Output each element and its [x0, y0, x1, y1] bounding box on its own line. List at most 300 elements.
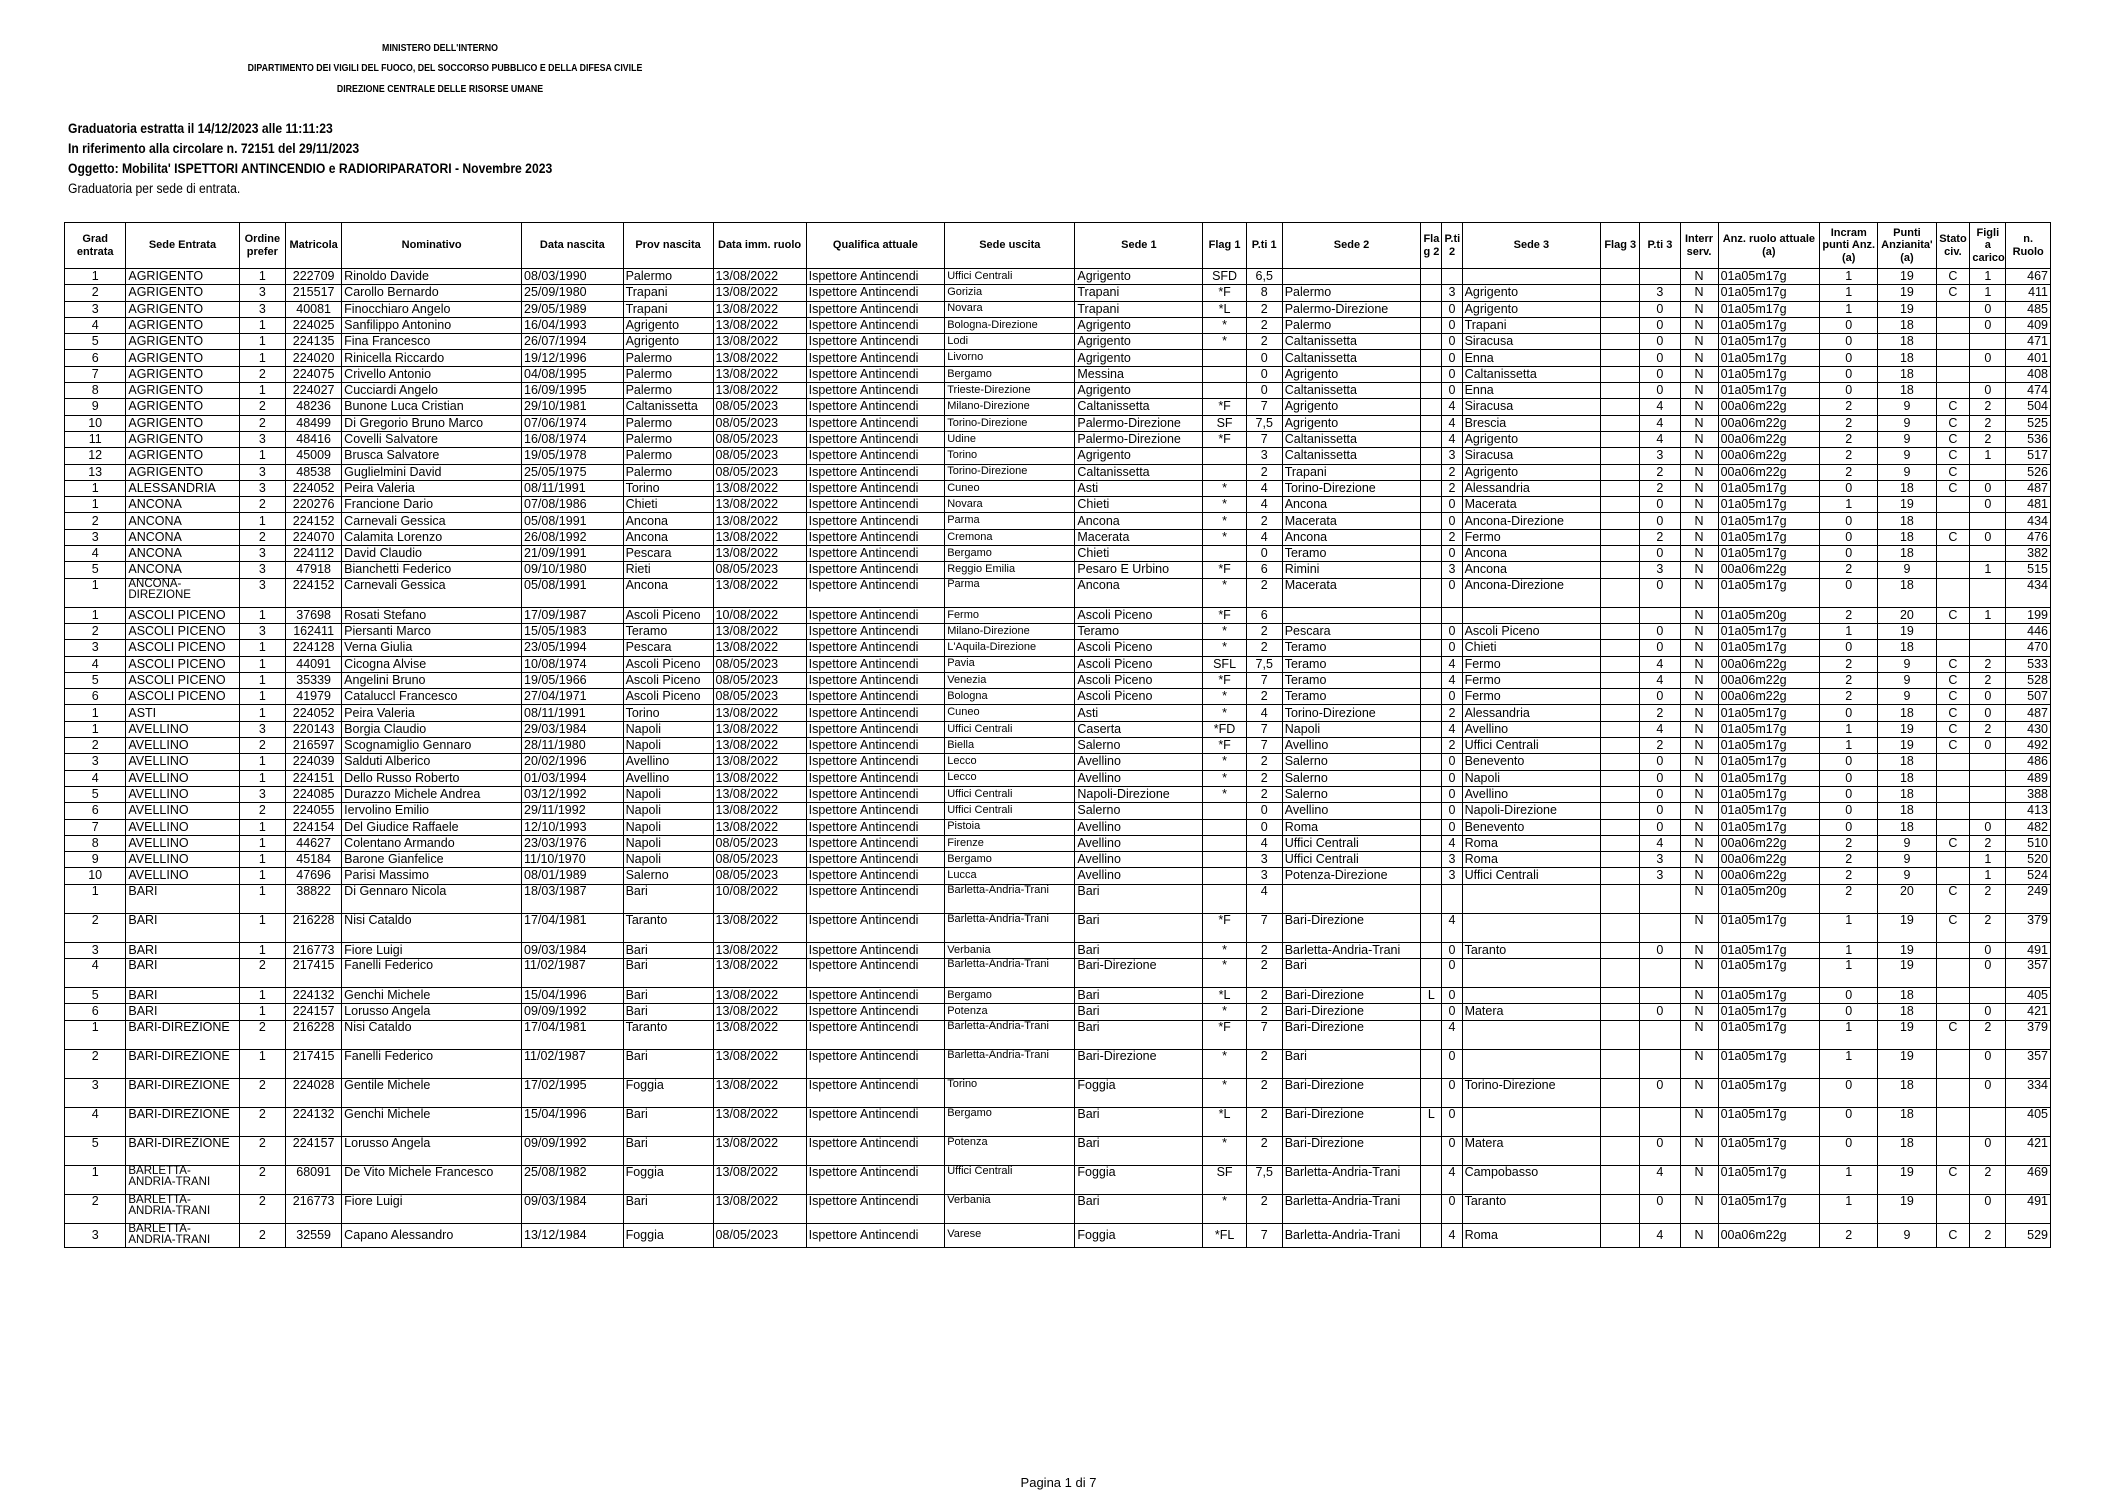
table-cell: 388 — [2006, 786, 2051, 802]
table-cell: Palermo — [623, 350, 713, 366]
table-cell — [1640, 1049, 1680, 1078]
table-row — [65, 607, 2051, 623]
table-row — [65, 497, 2051, 513]
table-cell: 3 — [1246, 868, 1282, 884]
table-cell — [1601, 1194, 1640, 1223]
table-cell: 0 — [1820, 1107, 1878, 1136]
table-cell: 470 — [2006, 640, 2051, 656]
table-cell: 09/09/1992 — [522, 1004, 624, 1020]
table-cell: Livorno — [945, 350, 1075, 366]
table-cell: Teramo — [1282, 546, 1421, 562]
table-cell: 2 — [1820, 399, 1878, 415]
table-cell: 3 — [239, 464, 286, 480]
table-cell: 0 — [1970, 1194, 2006, 1223]
table-cell — [1462, 958, 1601, 987]
table-cell — [1601, 497, 1640, 513]
table-cell: 0 — [1442, 578, 1462, 607]
table-cell: 3 — [65, 942, 126, 958]
table-cell — [1601, 285, 1640, 301]
table-cell: BARI-DIREZIONE — [126, 1049, 239, 1078]
table-cell: 7 — [1246, 431, 1282, 447]
table-cell: Ascoli Piceno — [1075, 656, 1203, 672]
table-cell: 1 — [239, 640, 286, 656]
table-cell: N — [1680, 1078, 1718, 1107]
table-cell: 13/08/2022 — [713, 497, 806, 513]
table-cell: 481 — [2006, 497, 2051, 513]
table-cell: 35339 — [286, 672, 342, 688]
table-cell: 0 — [1442, 334, 1462, 350]
table-cell: 01a05m17g — [1718, 334, 1820, 350]
table-cell: Ascoli Piceno — [623, 689, 713, 705]
table-cell: 9 — [65, 399, 126, 415]
table-cell: 13/08/2022 — [713, 1194, 806, 1223]
table-cell: Napoli-Direzione — [1075, 786, 1203, 802]
table-cell: 1 — [239, 350, 286, 366]
table-cell: C — [1936, 705, 1970, 721]
table-cell: 2 — [1970, 399, 2006, 415]
table-cell — [1601, 415, 1640, 431]
table-cell — [1421, 705, 1442, 721]
table-cell — [1421, 497, 1442, 513]
table-cell: 01a05m17g — [1718, 1165, 1820, 1194]
table-cell: 19 — [1878, 301, 1936, 317]
table-cell: Palermo-Direzione — [1075, 431, 1203, 447]
table-cell: 0 — [1442, 786, 1462, 802]
table-cell: N — [1680, 656, 1718, 672]
table-cell: Carnevali Gessica — [342, 513, 522, 529]
table-cell: 1 — [1820, 1165, 1878, 1194]
table-cell: 4 — [1442, 1020, 1462, 1049]
table-cell — [1601, 958, 1640, 987]
table-cell: C — [1936, 656, 1970, 672]
table-cell: 18/03/1987 — [522, 884, 624, 913]
table-cell: Chieti — [1462, 640, 1601, 656]
table-cell: 491 — [2006, 942, 2051, 958]
table-cell: N — [1680, 399, 1718, 415]
table-cell: Uffici Centrali — [1462, 868, 1601, 884]
table-cell: 529 — [2006, 1223, 2051, 1247]
table-cell: Ispettore Antincendi — [806, 958, 945, 987]
column-header: Data imm. ruolo — [713, 223, 806, 269]
table-cell: Bari — [623, 884, 713, 913]
column-header: Figli a carico — [1970, 223, 2006, 269]
table-cell: 224028 — [286, 1078, 342, 1107]
table-cell: 2 — [1246, 786, 1282, 802]
table-cell: Venezia — [945, 672, 1075, 688]
table-cell: 224151 — [286, 770, 342, 786]
table-cell: 2 — [1442, 705, 1462, 721]
table-cell: 3 — [1442, 562, 1462, 578]
table-row — [65, 1078, 2051, 1107]
table-cell: Bari — [623, 942, 713, 958]
table-cell: N — [1680, 546, 1718, 562]
table-cell — [1936, 786, 1970, 802]
table-cell: Siracusa — [1462, 399, 1601, 415]
table-cell — [1421, 672, 1442, 688]
table-cell: 00a06m22g — [1718, 464, 1820, 480]
table-cell — [1203, 383, 1246, 399]
table-cell — [1970, 987, 2006, 1003]
table-cell: 528 — [2006, 672, 2051, 688]
table-cell: Taranto — [1462, 1194, 1601, 1223]
table-cell: Lorusso Angela — [342, 1136, 522, 1165]
table-cell: 07/08/1986 — [522, 497, 624, 513]
table-cell — [1601, 562, 1640, 578]
table-cell: 0 — [1820, 578, 1878, 607]
table-cell: ANCONA — [126, 513, 239, 529]
table-cell: 3 — [239, 721, 286, 737]
table-cell: 4 — [1640, 672, 1680, 688]
table-cell: 0 — [1640, 689, 1680, 705]
table-cell: Sanfilippo Antonino — [342, 317, 522, 333]
table-cell — [1601, 399, 1640, 415]
table-cell: Bari — [1282, 1049, 1421, 1078]
table-cell: 0 — [1442, 497, 1462, 513]
table-cell: 3 — [1640, 448, 1680, 464]
table-cell: 13/08/2022 — [713, 770, 806, 786]
table-cell — [1421, 689, 1442, 705]
table-cell: 18 — [1878, 529, 1936, 545]
table-cell: 3 — [1442, 868, 1462, 884]
table-cell: N — [1680, 884, 1718, 913]
table-cell: Ispettore Antincendi — [806, 480, 945, 496]
table-cell: Avellino — [1075, 852, 1203, 868]
table-cell: 2 — [1246, 578, 1282, 607]
table-cell: Barletta-Andria-Trani — [1282, 942, 1421, 958]
table-row — [65, 285, 2051, 301]
table-cell: Taranto — [623, 913, 713, 942]
table-cell: Ispettore Antincendi — [806, 770, 945, 786]
table-cell: 0 — [1442, 958, 1462, 987]
table-cell: 0 — [1442, 770, 1462, 786]
table-cell: Genchi Michele — [342, 1107, 522, 1136]
table-cell: ASCOLI PICENO — [126, 672, 239, 688]
table-cell — [1970, 334, 2006, 350]
table-cell: 13/08/2022 — [713, 987, 806, 1003]
table-cell: 15/04/1996 — [522, 1107, 624, 1136]
table-cell: 13/08/2022 — [713, 578, 806, 607]
table-cell: Ispettore Antincendi — [806, 1165, 945, 1194]
table-cell — [1936, 640, 1970, 656]
table-cell: AGRIGENTO — [126, 285, 239, 301]
table-cell: N — [1680, 623, 1718, 639]
table-cell — [1970, 623, 2006, 639]
table-cell: 224020 — [286, 350, 342, 366]
table-row — [65, 366, 2051, 382]
table-cell: 13/08/2022 — [713, 1049, 806, 1078]
table-cell: 3 — [65, 301, 126, 317]
table-cell: Trapani — [1075, 285, 1203, 301]
table-cell — [1601, 623, 1640, 639]
table-cell: Barletta-Andria-Trani — [945, 958, 1075, 987]
table-cell — [1203, 835, 1246, 851]
table-cell: 0 — [1970, 1004, 2006, 1020]
table-cell: 18 — [1878, 770, 1936, 786]
table-cell: 4 — [1442, 835, 1462, 851]
table-cell: 0 — [1970, 958, 2006, 987]
table-cell: 10 — [65, 868, 126, 884]
table-cell: BARI — [126, 884, 239, 913]
table-cell — [1936, 754, 1970, 770]
table-row — [65, 1223, 2051, 1247]
table-cell: Agrigento — [623, 317, 713, 333]
table-cell: N — [1680, 415, 1718, 431]
table-cell: C — [1936, 1223, 1970, 1247]
table-cell: 11 — [65, 431, 126, 447]
table-cell — [1203, 464, 1246, 480]
table-row — [65, 578, 2051, 607]
table-cell: 224132 — [286, 987, 342, 1003]
table-cell — [1421, 721, 1442, 737]
table-cell: 0 — [1820, 350, 1878, 366]
table-cell: 2 — [1970, 431, 2006, 447]
table-cell: 0 — [1820, 546, 1878, 562]
table-cell — [1421, 623, 1442, 639]
table-cell: 47918 — [286, 562, 342, 578]
table-cell: Rimini — [1282, 562, 1421, 578]
column-header: Stato civ. — [1936, 223, 1970, 269]
table-cell: Brescia — [1462, 415, 1601, 431]
table-cell: Siracusa — [1462, 448, 1601, 464]
table-cell: 13/08/2022 — [713, 350, 806, 366]
table-cell: 2 — [1970, 672, 2006, 688]
table-cell: 405 — [2006, 1107, 2051, 1136]
table-cell: N — [1680, 958, 1718, 987]
table-cell: N — [1680, 738, 1718, 754]
table-cell — [1970, 770, 2006, 786]
table-cell: Foggia — [1075, 1078, 1203, 1107]
table-cell — [1936, 1078, 1970, 1107]
table-cell: 18 — [1878, 480, 1936, 496]
table-cell: 13/08/2022 — [713, 640, 806, 656]
table-cell — [1421, 529, 1442, 545]
table-cell: 4 — [1442, 672, 1462, 688]
table-cell: 2 — [1970, 913, 2006, 942]
table-row — [65, 269, 2051, 285]
table-cell: * — [1203, 1049, 1246, 1078]
table-cell: 48538 — [286, 464, 342, 480]
table-cell: Ispettore Antincendi — [806, 1049, 945, 1078]
table-cell: Bari-Direzione — [1282, 987, 1421, 1003]
table-cell: 01a05m17g — [1718, 819, 1820, 835]
table-cell — [1601, 350, 1640, 366]
table-cell: Agrigento — [1282, 366, 1421, 382]
table-cell: 0 — [1640, 1078, 1680, 1107]
table-cell: 13/08/2022 — [713, 529, 806, 545]
table-cell: 446 — [2006, 623, 2051, 639]
column-header: Sede 3 — [1462, 223, 1601, 269]
table-cell: 01a05m17g — [1718, 803, 1820, 819]
table-cell: Caltanissetta — [1075, 399, 1203, 415]
table-cell: Novara — [945, 301, 1075, 317]
table-cell: 1 — [65, 705, 126, 721]
table-cell: 2 — [65, 513, 126, 529]
table-cell: 3 — [1640, 562, 1680, 578]
table-cell: 09/03/1984 — [522, 1194, 624, 1223]
table-cell: 0 — [1246, 366, 1282, 382]
table-cell: Bari — [623, 958, 713, 987]
table-cell: Varese — [945, 1223, 1075, 1247]
table-cell: Capano Alessandro — [342, 1223, 522, 1247]
table-cell: 13/12/1984 — [522, 1223, 624, 1247]
table-cell: Napoli — [623, 835, 713, 851]
table-cell: 486 — [2006, 754, 2051, 770]
table-cell: 220276 — [286, 497, 342, 513]
table-cell: 6 — [65, 689, 126, 705]
table-cell: 224052 — [286, 480, 342, 496]
table-cell: 1 — [1970, 852, 2006, 868]
table-cell: 01a05m17g — [1718, 942, 1820, 958]
table-cell: BARI-DIREZIONE — [126, 1107, 239, 1136]
table-cell — [1601, 942, 1640, 958]
table-cell: 9 — [1878, 656, 1936, 672]
table-cell: Ispettore Antincendi — [806, 1107, 945, 1136]
table-cell: 18 — [1878, 819, 1936, 835]
table-cell: Lodi — [945, 334, 1075, 350]
table-cell: 3 — [239, 431, 286, 447]
table-cell: 2 — [1246, 958, 1282, 987]
table-cell: Barletta-Andria-Trani — [1282, 1223, 1421, 1247]
table-cell: 2 — [1442, 529, 1462, 545]
table-cell: 25/09/1980 — [522, 285, 624, 301]
table-cell: 7 — [1246, 1020, 1282, 1049]
table-cell — [1601, 1049, 1640, 1078]
table-cell: Ancona — [1282, 497, 1421, 513]
table-cell: 0 — [1442, 987, 1462, 1003]
table-cell: Teramo — [1282, 656, 1421, 672]
table-cell: N — [1680, 689, 1718, 705]
table-cell: Trapani — [1462, 317, 1601, 333]
table-cell: Ispettore Antincendi — [806, 350, 945, 366]
table-cell: 4 — [1442, 913, 1462, 942]
table-cell: Ascoli Piceno — [623, 607, 713, 623]
table-cell: C — [1936, 672, 1970, 688]
table-cell: 0 — [1820, 819, 1878, 835]
table-cell: 430 — [2006, 721, 2051, 737]
table-cell: Bergamo — [945, 1107, 1075, 1136]
table-cell: 2 — [1820, 672, 1878, 688]
table-cell: 1 — [1820, 738, 1878, 754]
table-cell: 2 — [1820, 689, 1878, 705]
table-cell: 1 — [239, 1049, 286, 1078]
column-header: Incram punti Anz.(a) — [1820, 223, 1878, 269]
table-cell: Bari — [623, 1194, 713, 1223]
table-cell: 0 — [1970, 301, 2006, 317]
table-cell: 2 — [65, 1194, 126, 1223]
table-cell: 1 — [65, 721, 126, 737]
table-cell: 18 — [1878, 987, 1936, 1003]
table-cell — [1601, 884, 1640, 913]
table-cell: 7,5 — [1246, 1165, 1282, 1194]
table-cell: 40081 — [286, 301, 342, 317]
table-cell — [1936, 366, 1970, 382]
table-cell: 00a06m22g — [1718, 672, 1820, 688]
table-cell: Carollo Bernardo — [342, 285, 522, 301]
table-cell: Di Gennaro Nicola — [342, 884, 522, 913]
table-cell: Ispettore Antincendi — [806, 884, 945, 913]
table-cell: 19 — [1878, 1020, 1936, 1049]
table-cell: 4 — [1640, 415, 1680, 431]
table-cell: C — [1936, 1165, 1970, 1194]
table-cell: Palermo — [1282, 317, 1421, 333]
table-cell — [1936, 1049, 1970, 1078]
table-cell: 19 — [1878, 738, 1936, 754]
table-cell — [1462, 1107, 1601, 1136]
table-cell — [1203, 350, 1246, 366]
table-cell — [1640, 269, 1680, 285]
table-cell: *L — [1203, 987, 1246, 1003]
table-cell: 0 — [1442, 546, 1462, 562]
table-cell: 0 — [1442, 623, 1462, 639]
table-cell: 4 — [1442, 415, 1462, 431]
table-cell — [1601, 448, 1640, 464]
table-cell: Trapani — [623, 301, 713, 317]
table-cell: 8 — [65, 835, 126, 851]
table-cell: Ispettore Antincendi — [806, 317, 945, 333]
table-row — [65, 942, 2051, 958]
table-cell: 2 — [239, 399, 286, 415]
table-cell: N — [1680, 1194, 1718, 1223]
table-cell: BARI-DIREZIONE — [126, 1078, 239, 1107]
table-cell: 18 — [1878, 350, 1936, 366]
table-cell: BARLETTA-ANDRIA-TRANI — [126, 1194, 239, 1223]
table-row — [65, 803, 2051, 819]
table-cell: 08/05/2023 — [713, 448, 806, 464]
table-cell: AVELLINO — [126, 770, 239, 786]
table-cell: 2 — [239, 1078, 286, 1107]
table-cell: 47696 — [286, 868, 342, 884]
table-cell: Macerata — [1462, 497, 1601, 513]
table-cell: 8 — [65, 383, 126, 399]
table-cell: 1 — [1820, 301, 1878, 317]
table-cell: 0 — [1820, 317, 1878, 333]
table-cell: 9 — [1878, 852, 1936, 868]
table-cell — [1421, 786, 1442, 802]
table-cell — [1421, 399, 1442, 415]
table-row — [65, 350, 2051, 366]
table-cell: 1 — [65, 1020, 126, 1049]
table-cell — [1970, 546, 2006, 562]
table-cell — [1421, 562, 1442, 578]
table-cell: AVELLINO — [126, 803, 239, 819]
table-cell: 13/08/2022 — [713, 383, 806, 399]
table-cell — [1421, 1004, 1442, 1020]
table-cell: 2 — [1820, 448, 1878, 464]
table-cell: 19 — [1878, 497, 1936, 513]
table-cell — [1442, 607, 1462, 623]
table-cell: 216773 — [286, 942, 342, 958]
table-cell: 2 — [1246, 513, 1282, 529]
table-cell: 4 — [65, 546, 126, 562]
table-cell: Iervolino Emilio — [342, 803, 522, 819]
table-cell — [1601, 672, 1640, 688]
table-cell: Potenza-Direzione — [1282, 868, 1421, 884]
table-cell: 1 — [239, 942, 286, 958]
table-cell: 413 — [2006, 803, 2051, 819]
column-header: P.ti 3 — [1640, 223, 1680, 269]
table-cell: Bari-Direzione — [1282, 1136, 1421, 1165]
table-cell: C — [1936, 1020, 1970, 1049]
table-cell: 0 — [1442, 819, 1462, 835]
table-cell: AVELLINO — [126, 754, 239, 770]
table-cell: Napoli — [623, 738, 713, 754]
table-cell: Angelini Bruno — [342, 672, 522, 688]
table-cell: 13/08/2022 — [713, 269, 806, 285]
table-cell — [1203, 448, 1246, 464]
table-cell — [1601, 431, 1640, 447]
table-cell: Napoli — [623, 721, 713, 737]
table-cell: 13/08/2022 — [713, 334, 806, 350]
